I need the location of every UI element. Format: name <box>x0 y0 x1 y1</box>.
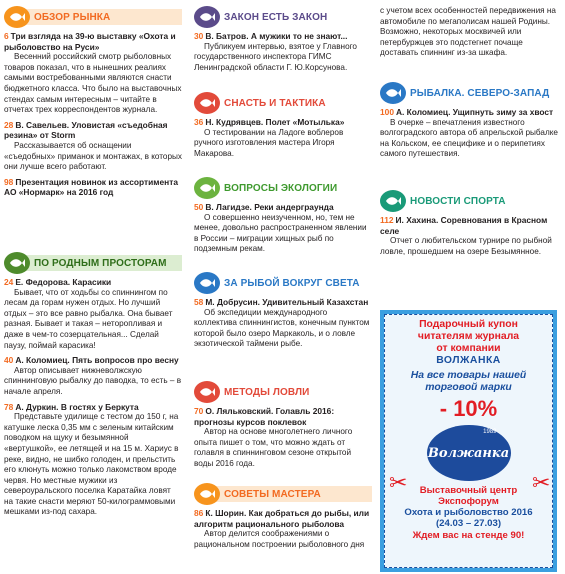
section-title: НОВОСТИ СПОРТА <box>410 195 506 207</box>
article-heading <box>380 215 560 236</box>
fish-icon <box>194 381 220 403</box>
article-title: А. Коломиец. Пять вопросов про весну <box>15 355 179 366</box>
section-title: СОВЕТЫ МАСТЕРА <box>214 486 372 502</box>
article-heading <box>4 402 182 413</box>
fish-icon <box>199 277 215 289</box>
fish-icon <box>385 195 401 207</box>
page-number: 40 <box>4 355 14 366</box>
page-number: 30 <box>194 31 204 41</box>
coupon-line-9: Охота и рыболовство 2016 <box>404 507 533 518</box>
article-title: А. Коломиец. Ущипнуть зиму за хвост <box>395 107 554 117</box>
article-heading <box>4 177 182 198</box>
coupon-line-6: торговой марки <box>425 382 512 393</box>
coupon-discount: - 10% <box>439 396 498 421</box>
article-summary: Публикуем интервью, взятое у Главного государственного инспектора ГИМС Ленинградской области Г. Ю.Корсунова. <box>194 41 357 72</box>
article-summary: О тестировании на Ладоге воблеров ручного изготовления мастера Игоря Макарова. <box>194 127 344 158</box>
fish-icon <box>385 87 401 99</box>
article-title: М. Добрусин. Удивительный Казахстан <box>205 297 369 307</box>
coupon-line-3: от компании <box>436 343 501 354</box>
article-summary: Отчет о любительском турнире по рыбной ловле, прошедшем на озере Безымянное. <box>380 236 552 256</box>
section <box>194 272 372 354</box>
section <box>194 92 372 163</box>
section <box>194 6 372 77</box>
section-header <box>194 483 372 505</box>
page-number: 112 <box>380 215 394 225</box>
coupon-line-7: Выставочный центр <box>419 485 518 496</box>
section-header <box>4 252 182 274</box>
article-heading <box>194 297 372 308</box>
coupon-line-5: На все товары нашей <box>410 370 527 381</box>
fish-icon <box>199 488 215 500</box>
coupon-line-8: Экспофорум <box>438 496 499 507</box>
article-entry <box>194 508 372 550</box>
article-entry <box>4 402 182 519</box>
section <box>194 483 372 554</box>
article-heading <box>4 277 182 288</box>
page-number: 58 <box>194 297 204 307</box>
fish-icon <box>380 82 406 104</box>
article-entry <box>380 215 560 257</box>
section-header <box>194 6 372 28</box>
section <box>194 381 372 474</box>
fish-icon <box>194 272 220 294</box>
section <box>380 82 560 164</box>
section <box>4 252 182 522</box>
article-heading <box>4 355 182 366</box>
article-title: Е. Федорова. Карасики <box>15 277 112 287</box>
article-summary: Представьте удилище с тестом до 150 г, на катушке леска 0,35 мм с зеленым китайским поводком на щуку и безымянной «вертушкой», ее летящей и на 15 м. Хариус в реке, видно, не шибко голоден, и прельстить его клюнуть можно только лакомством вроде червя. Но местные мужики из североуральского поселка Каратайка ловят на такие снасти меряют 50-килограммовыми мешками из-под сахара. <box>4 412 179 517</box>
article-entry <box>194 117 372 159</box>
logo-name: Волжанка <box>427 445 510 461</box>
article-title: В. Лагидзе. Реки андерграунда <box>205 202 334 212</box>
fish-icon <box>199 386 215 398</box>
coupon-brand: ВОЛЖАНКА <box>436 355 501 366</box>
section-header <box>380 82 560 104</box>
logo-year: 1989 <box>483 429 497 435</box>
section-header <box>4 6 182 28</box>
section-title: ПО РОДНЫМ ПРОСТОРАМ <box>24 255 182 271</box>
fish-icon <box>199 182 215 194</box>
article-heading <box>4 31 182 52</box>
page-number: 28 <box>4 119 14 130</box>
coupon-inner <box>384 314 553 568</box>
article-entry <box>194 31 372 73</box>
section-header <box>194 381 372 403</box>
article-entry <box>194 202 372 255</box>
fish-icon <box>194 177 220 199</box>
article-heading <box>194 406 372 427</box>
article-title: Н. Кудрявцев. Полет «Мотылька» <box>205 117 345 127</box>
article-title: В. Савельев. Уловистая «съедобная резина» от Storm <box>4 119 168 141</box>
fish-icon <box>4 6 30 28</box>
article-heading <box>194 508 372 529</box>
page-number: 6 <box>4 31 9 41</box>
fish-icon <box>199 11 215 23</box>
fish-icon <box>194 483 220 505</box>
article-summary: Рассказывается об оснащении «съедобных» приманок и монтажах, в которых они лучше всего работают. <box>4 140 183 172</box>
continued-body: с учетом всех особенностей передвижения на автомобиле по мегаполисам нашей Родины. Возможно, некоторых москвичей или петербуржцев это подстегнет почаще доставать спиннинг из-за шкафа. <box>380 6 556 58</box>
continued-text <box>380 6 560 59</box>
fish-icon <box>380 190 406 212</box>
coupon-line-1: Подарочный купон <box>419 319 518 330</box>
section-title: ВОПРОСЫ ЭКОЛОГИИ <box>224 182 338 194</box>
article-title: А. Дуркин. В гостях у Беркута <box>15 401 139 412</box>
page-number: 100 <box>380 107 394 117</box>
fish-icon <box>194 92 220 114</box>
section-title: ОБЗОР РЫНКА <box>24 9 182 25</box>
scissors-icon: ✂ <box>532 470 551 495</box>
article-summary: Бывает, что от ходьбы со спиннингом по лесам да горам нужен отдых. Но лучший отдых – это все равно рыбалка. Она бывает разная. Бывает и такая – неторопливая и даже в чем-то созерцательная... Сделай паузу, поймай карасика! <box>4 287 173 350</box>
fish-icon <box>9 257 25 269</box>
coupon-line-2: читателям журнала <box>417 331 520 342</box>
article-entry <box>4 120 182 173</box>
section <box>380 190 560 261</box>
section-header <box>194 272 372 294</box>
fish-icon <box>199 97 215 109</box>
article-heading <box>4 120 182 141</box>
section <box>194 177 372 259</box>
scissors-icon: ✂ <box>389 470 408 495</box>
section <box>4 6 182 202</box>
coupon-line-11: Ждем вас на стенде 90! <box>412 530 525 541</box>
coupon-line-10: (24.03 – 27.03) <box>435 518 502 529</box>
page-number: 24 <box>4 277 14 287</box>
article-entry <box>4 177 182 198</box>
page-number: 98 <box>4 176 14 187</box>
section-header <box>380 190 560 212</box>
article-entry <box>4 355 182 397</box>
page-number: 36 <box>194 117 204 127</box>
page-number: 86 <box>194 508 204 518</box>
section-title: ЗА РЫБОЙ ВОКРУГ СВЕТА <box>224 277 360 289</box>
page-number: 70 <box>194 406 204 416</box>
article-summary: О совершенно неизученном, но, тем не менее, довольно распространенном явлении в России – миграции хищных рыб по подземным рекам. <box>194 212 367 254</box>
article-heading <box>380 107 560 118</box>
gift-coupon <box>380 310 557 572</box>
article-summary: Автор делится соображениями о рациональном построении рыболовного дня <box>194 529 365 549</box>
section-header <box>194 177 372 199</box>
article-summary: В очерке – впечатления известного волгоградского автора об апрельской рыбалке на Кольском, ее специфике и о перипетиях самого путешествия. <box>380 117 558 159</box>
section-title: РЫБАЛКА. СЕВЕРО-ЗАПАД <box>410 87 550 99</box>
section-title: СНАСТЬ И ТАКТИКА <box>224 97 326 109</box>
article-summary: Автор на основе многолетнего личного опыта пишет о том, что можно ждать от голавля в спиннинговом сезоне открытой воды 2016 года. <box>194 427 353 468</box>
fish-icon <box>194 6 220 28</box>
page-number: 78 <box>4 401 14 412</box>
article-heading <box>194 117 372 128</box>
article-entry <box>194 406 372 470</box>
fish-icon <box>9 11 25 23</box>
article-heading <box>194 202 372 213</box>
article-title: Презентация новинок из ассортимента АО «Нормарк» на 2016 год <box>4 176 178 198</box>
article-summary: Автор описывает нижневолжскую спиннинговую рыбалку до паводка, то есть – в начале апреля. <box>4 365 182 396</box>
article-title: И. Хахина. Соревнования в Красном селе <box>380 215 548 236</box>
section-header <box>194 92 372 114</box>
article-entry <box>4 277 182 351</box>
section-title: ЗАКОН ЕСТЬ ЗАКОН <box>224 11 328 23</box>
article-entry <box>380 107 560 160</box>
article-title: О. Ляльковский. Голавль 2016: прогнозы курсов поклевок <box>194 406 335 427</box>
article-summary: Об экспедиции международного коллектива спиннингистов, конечным пунктом которой было озеро Маркаколь, и о ловле экзотической таймени рыбе. <box>194 307 370 349</box>
article-heading <box>194 31 372 42</box>
article-title: К. Шорин. Как добраться до рыбы, или алгоритм рационального рыболова <box>194 508 370 529</box>
section-title: МЕТОДЫ ЛОВЛИ <box>224 386 310 398</box>
volzhanka-logo <box>427 425 511 481</box>
article-entry <box>4 31 182 116</box>
page-number: 50 <box>194 202 204 212</box>
fish-icon <box>4 252 30 274</box>
article-summary: Весенний российский смотр рыболовных товаров показал, что в нынешних реалиях самыми востребованными являются снасти бюджетного класса. Что было на выставочных стендах самым интересным – читайте в отчетах трех корреспондентов журнала. <box>4 52 182 115</box>
article-entry <box>194 297 372 350</box>
article-title: В. Батров. А мужики то не знают... <box>205 31 348 41</box>
article-title: Три взгляда на 39-ю выставку «Охота и рыболовство на Руси» <box>4 31 176 52</box>
